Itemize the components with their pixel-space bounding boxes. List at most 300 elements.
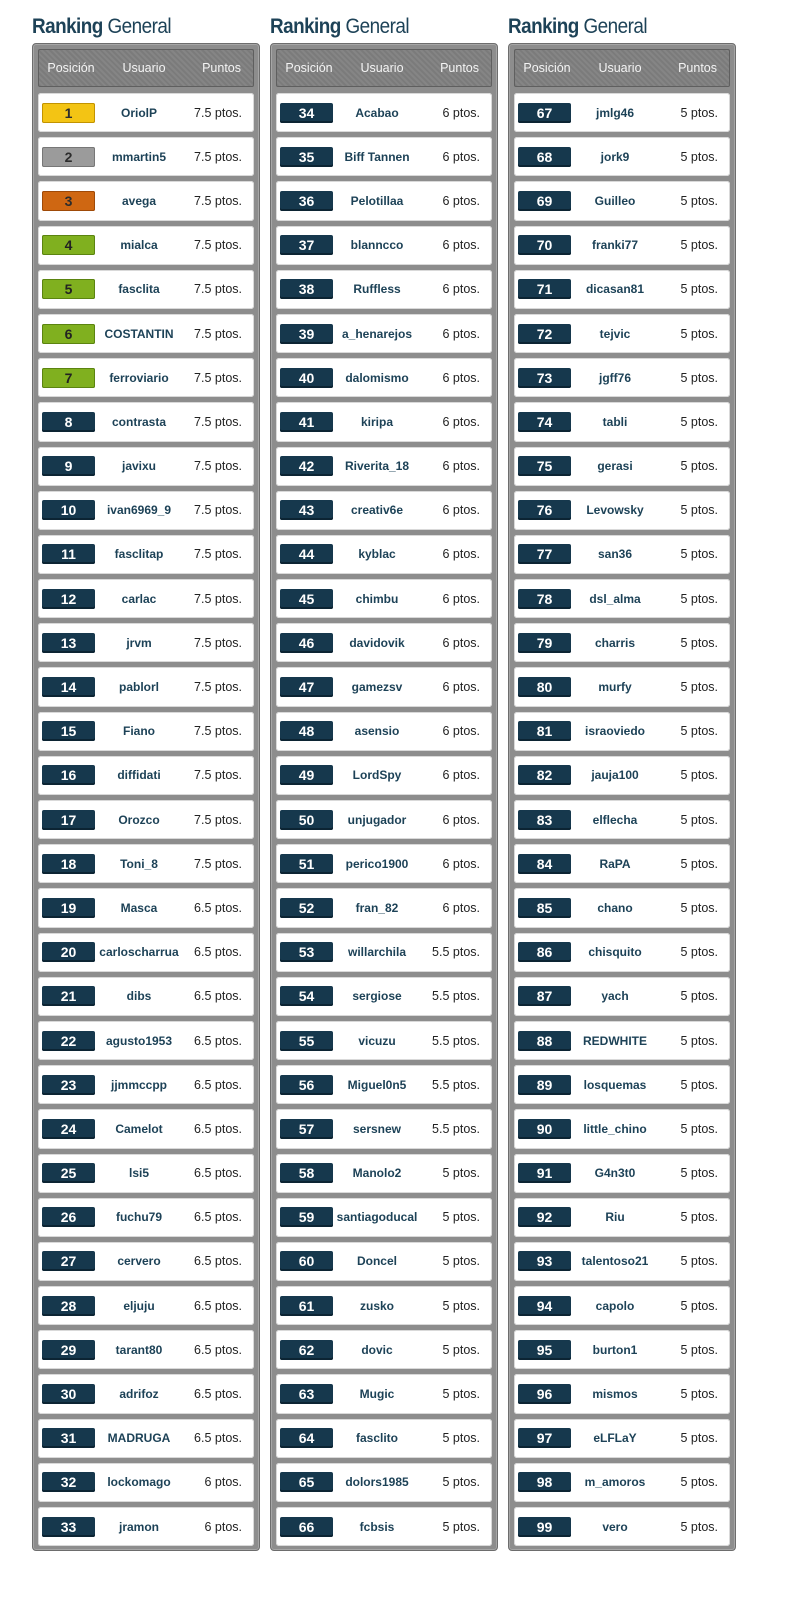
position-badge: 83 — [518, 810, 571, 830]
ranking-row — [38, 977, 254, 1016]
points-value: 5 ptos. — [680, 945, 718, 960]
position-badge: 22 — [42, 1031, 95, 1051]
username-link[interactable]: davidovik — [349, 635, 405, 650]
username-link[interactable]: capolo — [595, 1298, 635, 1313]
username-link[interactable]: burton1 — [592, 1342, 638, 1357]
username-link[interactable]: fran_82 — [355, 900, 399, 915]
points-value: 5 ptos. — [680, 1254, 718, 1269]
ranking-row — [38, 535, 254, 574]
position-badge: 34 — [280, 103, 333, 123]
username-link[interactable]: fasclitap — [114, 547, 164, 562]
ranking-row — [276, 800, 492, 839]
points-value: 5 ptos. — [680, 591, 718, 606]
username-link[interactable]: lsi5 — [128, 1166, 149, 1181]
ranking-row — [514, 888, 730, 927]
points-value: 6 ptos. — [442, 768, 480, 783]
ranking-row — [276, 491, 492, 530]
ranking-row — [514, 93, 730, 132]
position-badge: 20 — [42, 942, 95, 962]
column-title — [32, 12, 237, 42]
ranking-row — [38, 1065, 254, 1104]
username-link[interactable]: tejvic — [599, 326, 631, 341]
username-link[interactable]: asensio — [354, 724, 400, 739]
username-link[interactable]: agusto1953 — [105, 1033, 173, 1048]
username-link[interactable]: carlac — [121, 591, 157, 606]
username-link[interactable]: COSTANTIN — [104, 326, 174, 341]
username-link[interactable]: vero — [602, 1519, 628, 1534]
username-link[interactable]: chisquito — [588, 945, 642, 960]
position-badge: 77 — [518, 544, 571, 564]
position-badge: 38 — [280, 279, 333, 299]
username-link[interactable]: vicuzu — [358, 1033, 396, 1048]
points-value: 5 ptos. — [680, 1387, 718, 1402]
points-value: 5 ptos. — [680, 414, 718, 429]
username-link[interactable]: dicasan81 — [585, 282, 645, 297]
column-title — [270, 12, 475, 42]
points-value: 5 ptos. — [442, 1431, 480, 1446]
ranking-row — [514, 491, 730, 530]
position-badge: 50 — [280, 810, 333, 830]
points-value: 5 ptos. — [442, 1166, 480, 1181]
header-position: Posición — [523, 61, 571, 75]
position-badge: 97 — [518, 1428, 571, 1448]
username-link[interactable]: creativ6e — [350, 503, 404, 518]
ranking-row — [276, 1330, 492, 1369]
position-badge: 67 — [518, 103, 571, 123]
points-value: 6.5 ptos. — [194, 1077, 242, 1092]
position-badge: 19 — [42, 898, 95, 918]
position-badge: 93 — [518, 1251, 571, 1271]
username-link[interactable]: elflecha — [592, 812, 638, 827]
position-badge: 87 — [518, 986, 571, 1006]
username-link[interactable]: Toni_8 — [120, 856, 158, 871]
ranking-row — [276, 1242, 492, 1281]
position-badge: 21 — [42, 986, 95, 1006]
points-value: 6 ptos. — [442, 370, 480, 385]
username-link[interactable]: a_henarejos — [341, 326, 413, 341]
points-value: 7.5 ptos. — [194, 768, 242, 783]
username-link[interactable]: jjmmccpp — [110, 1077, 167, 1092]
ranking-row — [38, 1419, 254, 1458]
ranking-row — [38, 270, 254, 309]
points-value: 7.5 ptos. — [194, 326, 242, 341]
username-link[interactable]: sergiose — [352, 989, 402, 1004]
ranking-row — [276, 888, 492, 927]
position-badge: 94 — [518, 1296, 571, 1316]
username-link[interactable]: tarant80 — [115, 1342, 163, 1357]
ranking-row — [514, 314, 730, 353]
ranking-row — [38, 1242, 254, 1281]
ranking-row — [276, 579, 492, 618]
points-value: 6.5 ptos. — [194, 1387, 242, 1402]
ranking-row — [514, 579, 730, 618]
position-badge: 92 — [518, 1207, 571, 1227]
title-strong: Ranking — [508, 15, 579, 38]
username-link[interactable]: san36 — [597, 547, 633, 562]
username-link[interactable]: mismos — [592, 1387, 638, 1402]
header-points: Puntos — [678, 61, 717, 75]
ranking-row — [38, 579, 254, 618]
header-points: Puntos — [440, 61, 479, 75]
username-link[interactable]: dolors1985 — [345, 1475, 409, 1490]
ranking-row — [38, 1198, 254, 1237]
ranking-row — [38, 491, 254, 530]
ranking-row — [514, 447, 730, 486]
position-badge: 8 — [42, 412, 95, 432]
username-link[interactable]: diffidati — [117, 768, 161, 783]
points-value: 5 ptos. — [680, 812, 718, 827]
position-badge: 86 — [518, 942, 571, 962]
ranking-row — [38, 1507, 254, 1546]
points-value: 6 ptos. — [442, 591, 480, 606]
position-badge: 42 — [280, 456, 333, 476]
username-link[interactable]: Fiano — [123, 724, 155, 739]
points-value: 5 ptos. — [680, 193, 718, 208]
header-user: Usuario — [122, 61, 166, 75]
points-value: 6 ptos. — [442, 326, 480, 341]
position-badge: 71 — [518, 279, 571, 299]
ranking-column-3 — [508, 12, 736, 1551]
position-badge: 11 — [42, 544, 95, 564]
position-badge: 49 — [280, 765, 333, 785]
position-badge: 54 — [280, 986, 333, 1006]
title-light: General — [345, 15, 409, 38]
position-badge: 31 — [42, 1428, 95, 1448]
points-value: 5 ptos. — [680, 370, 718, 385]
points-value: 6 ptos. — [442, 282, 480, 297]
username-link[interactable]: Riverita_18 — [344, 459, 410, 474]
username-link[interactable]: jmlg46 — [595, 105, 634, 120]
ranking-row — [38, 1374, 254, 1413]
username-link[interactable]: israoviedo — [584, 724, 646, 739]
position-badge: 91 — [518, 1163, 571, 1183]
username-link[interactable]: fasclito — [355, 1431, 398, 1446]
position-badge: 57 — [280, 1119, 333, 1139]
points-value: 6 ptos. — [442, 680, 480, 695]
ranking-row — [276, 1154, 492, 1193]
position-badge: 76 — [518, 500, 571, 520]
points-value: 7.5 ptos. — [194, 591, 242, 606]
username-link[interactable]: REDWHITE — [583, 1033, 647, 1048]
points-value: 5 ptos. — [680, 1342, 718, 1357]
position-badge: 32 — [42, 1472, 95, 1492]
username-link[interactable]: contrasta — [111, 414, 167, 429]
ranking-row — [276, 1065, 492, 1104]
ranking-row — [276, 623, 492, 662]
position-badge: 28 — [42, 1296, 95, 1316]
username-link[interactable]: unjugador — [347, 812, 407, 827]
position-badge: 85 — [518, 898, 571, 918]
position-badge: 5 — [42, 279, 95, 299]
ranking-row — [514, 1109, 730, 1148]
username-link[interactable]: Pelotillaa — [350, 193, 404, 208]
position-badge: 70 — [518, 235, 571, 255]
points-value: 5 ptos. — [680, 282, 718, 297]
points-value: 7.5 ptos. — [194, 856, 242, 871]
points-value: 7.5 ptos. — [194, 812, 242, 827]
username-link[interactable]: OriolP — [120, 105, 157, 120]
username-link[interactable]: charris — [594, 635, 636, 650]
username-link[interactable]: kiripa — [360, 414, 393, 429]
points-value: 7.5 ptos. — [194, 635, 242, 650]
position-badge: 56 — [280, 1075, 333, 1095]
position-badge: 36 — [280, 191, 333, 211]
username-link[interactable]: eljuju — [123, 1298, 155, 1313]
points-value: 7.5 ptos. — [194, 105, 242, 120]
username-link[interactable]: mialca — [120, 238, 158, 253]
username-link[interactable]: franki77 — [591, 238, 639, 253]
position-badge: 63 — [280, 1384, 333, 1404]
username-link[interactable]: gerasi — [597, 459, 633, 474]
username-link[interactable]: tabli — [602, 414, 628, 429]
ranking-row — [514, 1330, 730, 1369]
header-points: Puntos — [202, 61, 241, 75]
points-value: 6.5 ptos. — [194, 900, 242, 915]
username-link[interactable]: LordSpy — [352, 768, 402, 783]
position-badge: 17 — [42, 810, 95, 830]
username-link[interactable]: santiagoducal — [336, 1210, 418, 1225]
ranking-row — [276, 1198, 492, 1237]
username-link[interactable]: javixu — [121, 459, 157, 474]
username-link[interactable]: Acabao — [355, 105, 399, 120]
username-link[interactable]: Doncel — [356, 1254, 397, 1269]
username-link[interactable]: avega — [121, 193, 157, 208]
points-value: 5 ptos. — [680, 856, 718, 871]
points-value: 5 ptos. — [680, 1033, 718, 1048]
points-value: 6 ptos. — [442, 635, 480, 650]
position-badge: 24 — [42, 1119, 95, 1139]
ranking-row — [276, 1021, 492, 1060]
points-value: 7.5 ptos. — [194, 370, 242, 385]
ranking-row — [38, 314, 254, 353]
points-value: 5 ptos. — [680, 1077, 718, 1092]
username-link[interactable]: G4n3t0 — [594, 1166, 636, 1181]
points-value: 6.5 ptos. — [194, 989, 242, 1004]
ranking-row — [276, 447, 492, 486]
ranking-row — [276, 844, 492, 883]
username-link[interactable]: dibs — [126, 989, 152, 1004]
username-link[interactable]: dovic — [361, 1342, 393, 1357]
username-link[interactable]: Orozco — [118, 812, 160, 827]
points-value: 5 ptos. — [680, 635, 718, 650]
points-value: 5 ptos. — [442, 1475, 480, 1490]
username-link[interactable]: losquemas — [583, 1077, 647, 1092]
username-link[interactable]: jork9 — [600, 149, 630, 164]
ranking-row — [276, 358, 492, 397]
ranking-row — [276, 712, 492, 751]
username-link[interactable]: pablorl — [118, 680, 159, 695]
ranking-panel — [508, 43, 736, 1551]
points-value: 5 ptos. — [680, 989, 718, 1004]
username-link[interactable]: Miguel0n5 — [347, 1077, 407, 1092]
position-badge: 62 — [280, 1340, 333, 1360]
points-value: 5.5 ptos. — [432, 1121, 480, 1136]
position-badge: 16 — [42, 765, 95, 785]
username-link[interactable]: perico1900 — [345, 856, 409, 871]
title-light: General — [583, 15, 647, 38]
ranking-row — [514, 933, 730, 972]
ranking-row — [38, 844, 254, 883]
ranking-panel — [32, 43, 260, 1551]
position-badge: 44 — [280, 544, 333, 564]
ranking-row — [514, 1419, 730, 1458]
position-badge: 95 — [518, 1340, 571, 1360]
title-strong: Ranking — [32, 15, 103, 38]
ranking-row — [514, 358, 730, 397]
username-link[interactable]: blanncco — [350, 238, 404, 253]
ranking-row — [38, 933, 254, 972]
username-link[interactable]: dalomismo — [345, 370, 409, 385]
username-link[interactable]: talentoso21 — [581, 1254, 649, 1269]
points-value: 5 ptos. — [680, 326, 718, 341]
points-value: 5 ptos. — [680, 680, 718, 695]
ranking-column-2 — [270, 12, 498, 1551]
username-link[interactable]: Riu — [605, 1210, 625, 1225]
username-link[interactable]: eLFLaY — [593, 1431, 637, 1446]
ranking-row — [514, 1507, 730, 1546]
ranking-row — [276, 933, 492, 972]
ranking-row — [276, 93, 492, 132]
ranking-row — [514, 181, 730, 220]
username-link[interactable]: chano — [597, 900, 633, 915]
ranking-row — [38, 623, 254, 662]
username-link[interactable]: jgff76 — [598, 370, 631, 385]
points-value: 6 ptos. — [204, 1475, 242, 1490]
points-value: 5 ptos. — [680, 1519, 718, 1534]
username-link[interactable]: fuchu79 — [115, 1210, 162, 1225]
points-value: 6.5 ptos. — [194, 1210, 242, 1225]
ranking-rows — [514, 93, 730, 1546]
position-badge: 33 — [42, 1517, 95, 1537]
username-link[interactable]: fasclita — [118, 282, 160, 297]
ranking-row — [38, 447, 254, 486]
username-link[interactable]: lockomago — [107, 1475, 171, 1490]
points-value: 6 ptos. — [442, 503, 480, 518]
position-badge: 53 — [280, 942, 333, 962]
username-link[interactable]: jauja100 — [591, 768, 639, 783]
points-value: 6.5 ptos. — [194, 1298, 242, 1313]
username-link[interactable]: yach — [601, 989, 629, 1004]
points-value: 6 ptos. — [442, 238, 480, 253]
position-badge: 90 — [518, 1119, 571, 1139]
ranking-row — [276, 1463, 492, 1502]
username-link[interactable]: willarchila — [347, 945, 407, 960]
position-badge: 74 — [518, 412, 571, 432]
username-link[interactable]: Biff Tannen — [344, 149, 410, 164]
position-badge: 69 — [518, 191, 571, 211]
position-badge: 14 — [42, 677, 95, 697]
ranking-row — [514, 1463, 730, 1502]
header-position: Posición — [285, 61, 333, 75]
ranking-row — [276, 137, 492, 176]
ranking-row — [38, 1463, 254, 1502]
username-link[interactable]: little_chino — [583, 1121, 647, 1136]
username-link[interactable]: m_amoros — [584, 1475, 646, 1490]
points-value: 6.5 ptos. — [194, 1121, 242, 1136]
username-link[interactable]: Levowsky — [586, 503, 644, 518]
ranking-row — [276, 535, 492, 574]
username-link[interactable]: Guilleo — [594, 193, 636, 208]
username-link[interactable]: gamezsv — [351, 680, 403, 695]
ranking-row — [276, 1374, 492, 1413]
username-link[interactable]: Mugic — [359, 1387, 395, 1402]
username-link[interactable]: chimbu — [355, 591, 399, 606]
points-value: 5 ptos. — [680, 724, 718, 739]
points-value: 5 ptos. — [680, 1298, 718, 1313]
ranking-row — [514, 137, 730, 176]
points-value: 5 ptos. — [680, 1121, 718, 1136]
ranking-row — [38, 712, 254, 751]
points-value: 5 ptos. — [680, 1166, 718, 1181]
header-user: Usuario — [360, 61, 404, 75]
position-badge: 6 — [42, 324, 95, 344]
username-link[interactable]: kyblac — [358, 547, 396, 562]
username-link[interactable]: mmartin5 — [111, 149, 167, 164]
points-value: 6 ptos. — [442, 724, 480, 739]
points-value: 5 ptos. — [680, 1431, 718, 1446]
points-value: 6.5 ptos. — [194, 1342, 242, 1357]
username-link[interactable]: zusko — [359, 1298, 394, 1313]
points-value: 5 ptos. — [680, 768, 718, 783]
position-badge: 48 — [280, 721, 333, 741]
points-value: 6 ptos. — [442, 812, 480, 827]
username-link[interactable]: Camelot — [115, 1121, 163, 1136]
position-badge: 84 — [518, 854, 571, 874]
ranking-column-1 — [32, 12, 260, 1551]
ranking-row — [514, 1154, 730, 1193]
position-badge: 43 — [280, 500, 333, 520]
ranking-row — [514, 1286, 730, 1325]
username-link[interactable]: cervero — [117, 1254, 161, 1269]
ranking-row — [38, 1109, 254, 1148]
ranking-row — [514, 800, 730, 839]
ranking-row — [514, 270, 730, 309]
ranking-row — [38, 93, 254, 132]
ranking-row — [276, 1109, 492, 1148]
username-link[interactable]: jrvm — [126, 635, 152, 650]
position-badge: 35 — [280, 147, 333, 167]
position-badge: 39 — [280, 324, 333, 344]
username-link[interactable]: adrifoz — [119, 1387, 159, 1402]
username-link[interactable]: RaPA — [599, 856, 631, 871]
username-link[interactable]: ivan6969_9 — [106, 503, 172, 518]
points-value: 7.5 ptos. — [194, 503, 242, 518]
header-position: Posición — [47, 61, 95, 75]
username-link[interactable]: Ruffless — [353, 282, 401, 297]
ranking-row — [38, 1330, 254, 1369]
username-link[interactable]: Masca — [120, 900, 158, 915]
username-link[interactable]: ferroviario — [109, 370, 169, 385]
position-badge: 13 — [42, 633, 95, 653]
column-title — [508, 12, 713, 42]
points-value: 5 ptos. — [680, 1210, 718, 1225]
ranking-row — [514, 535, 730, 574]
position-badge: 45 — [280, 589, 333, 609]
username-link[interactable]: jramon — [118, 1519, 159, 1534]
username-link[interactable]: MADRUGA — [107, 1431, 171, 1446]
ranking-panel — [270, 43, 498, 1551]
username-link[interactable]: sersnew — [352, 1121, 402, 1136]
username-link[interactable]: murfy — [598, 680, 632, 695]
ranking-row — [514, 1374, 730, 1413]
username-link[interactable]: dsl_alma — [589, 591, 641, 606]
position-badge: 3 — [42, 191, 95, 211]
username-link[interactable]: fcbsis — [359, 1519, 395, 1534]
username-link[interactable]: carloscharrua — [99, 945, 179, 960]
username-link[interactable]: Manolo2 — [352, 1166, 402, 1181]
points-value: 6 ptos. — [442, 105, 480, 120]
position-badge: 78 — [518, 589, 571, 609]
